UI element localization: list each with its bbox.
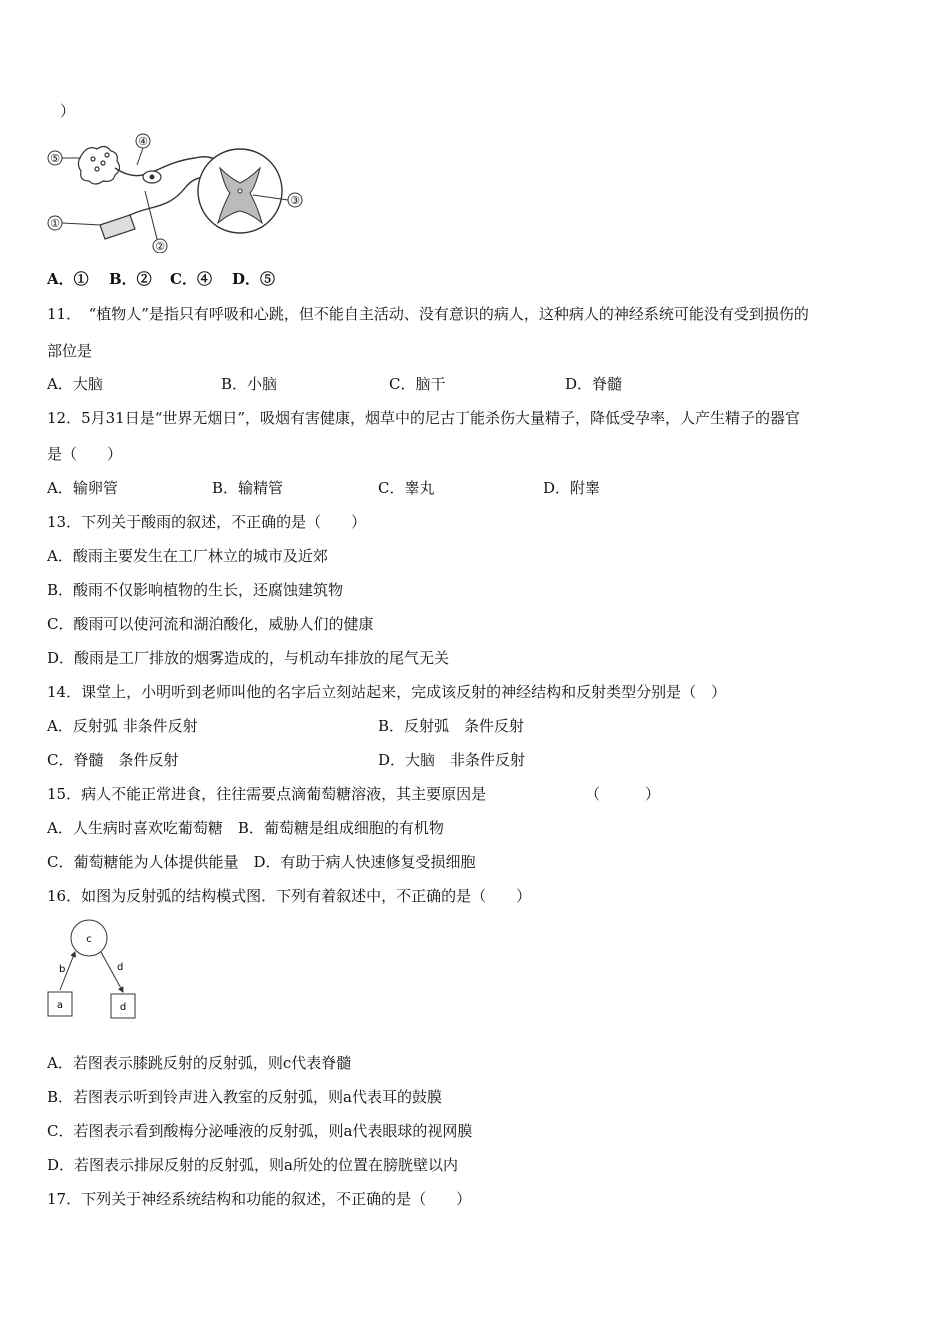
q14-stem: 14．课堂上，小明听到老师叫他的名字后立刻站起来，完成该反射的神经结构和反射类型分别是（ ） bbox=[47, 683, 727, 701]
q13-option-d[interactable]: D．酸雨是工厂排放的烟雾造成的，与机动车排放的尾气无关 bbox=[47, 649, 450, 667]
spinal-cord bbox=[198, 149, 282, 233]
svg-text:d: d bbox=[119, 1002, 127, 1013]
q12-option-b[interactable]: B．输精管 bbox=[212, 479, 284, 497]
q16-option-b[interactable]: B．若图表示听到铃声进入教室的反射弧，则a代表耳的鼓膜 bbox=[47, 1088, 442, 1106]
q13-option-c[interactable]: C．酸雨可以使河流和湖泊酸化，威胁人们的健康 bbox=[47, 615, 374, 633]
svg-text:①: ① bbox=[50, 217, 60, 230]
q11-option-a[interactable]: A．大脑 bbox=[47, 375, 103, 393]
q15-answer-paren: （ ） bbox=[585, 785, 661, 803]
svg-text:②: ② bbox=[155, 240, 165, 253]
q10-option-d[interactable]: D．⑤ bbox=[232, 270, 276, 288]
q11-option-d[interactable]: D．脊髓 bbox=[565, 375, 623, 393]
q15-options-row1[interactable]: A．人生病时喜欢吃葡萄糖 B．葡萄糖是组成细胞的有机物 bbox=[47, 819, 444, 837]
q16-option-c[interactable]: C．若图表示看到酸梅分泌唾液的反射弧，则a代表眼球的视网膜 bbox=[47, 1122, 473, 1140]
svg-text:c: c bbox=[86, 934, 92, 945]
q13-option-a[interactable]: A．酸雨主要发生在工厂林立的城市及近郊 bbox=[47, 547, 328, 565]
q14-option-a[interactable]: A．反射弧 非条件反射 bbox=[47, 717, 198, 735]
q11-option-b[interactable]: B．小脑 bbox=[221, 375, 278, 393]
q12-stem: 12．5月31日是“世界无烟日”，吸烟有害健康，烟草中的尼古丁能杀伤大量精子，降低受孕率，人产生精子的器官 bbox=[47, 409, 801, 427]
q10-option-c[interactable]: C．④ bbox=[170, 270, 212, 288]
q16-option-d[interactable]: D．若图表示排尿反射的反射弧，则a所处的位置在膀胱壁以内 bbox=[47, 1156, 458, 1174]
reflex-arc-schematic bbox=[43, 916, 143, 1021]
q10-option-a[interactable]: A．① bbox=[47, 270, 89, 288]
q13-option-b[interactable]: B．酸雨不仅影响植物的生长，还腐蚀建筑物 bbox=[47, 581, 344, 599]
q12-option-c[interactable]: C．睾丸 bbox=[378, 479, 435, 497]
q13-stem: 13．下列关于酸雨的叙述，不正确的是（ ） bbox=[47, 513, 367, 531]
q10-tail: ） bbox=[60, 102, 76, 120]
svg-text:⑤: ⑤ bbox=[50, 152, 60, 165]
q14-option-b[interactable]: B．反射弧 条件反射 bbox=[378, 717, 525, 735]
q11-stem: 11． “植物人”是指只有呼吸和心跳，但不能自主活动、没有意识的病人，这种病人的神经系统可能没有受到损伤的 bbox=[47, 305, 809, 323]
svg-text:a: a bbox=[56, 1000, 64, 1011]
q12-stem-cont: 是（ ） bbox=[47, 445, 123, 463]
reflex-arc-figure bbox=[45, 133, 305, 253]
q16-stem: 16．如图为反射弧的结构模式图．下列有着叙述中，不正确的是（ ） bbox=[47, 887, 532, 905]
q16-option-a[interactable]: A．若图表示膝跳反射的反射弧，则c代表脊髓 bbox=[47, 1054, 352, 1072]
receptor-skin bbox=[100, 215, 135, 239]
svg-text:③: ③ bbox=[290, 194, 300, 207]
svg-text:d: d bbox=[117, 962, 124, 973]
q14-option-d[interactable]: D．大脑 非条件反射 bbox=[378, 751, 526, 769]
q15-options-row2[interactable]: C．葡萄糖能为人体提供能量 D．有助于病人快速修复受损细胞 bbox=[47, 853, 476, 871]
q17-stem: 17．下列关于神经系统结构和功能的叙述，不正确的是（ ） bbox=[47, 1190, 472, 1208]
q10-option-b[interactable]: B．② bbox=[109, 270, 152, 288]
q15-stem: 15．病人不能正常进食，往往需要点滴葡萄糖溶液，其主要原因是 bbox=[47, 785, 487, 803]
svg-text:b: b bbox=[59, 964, 66, 975]
q11-option-c[interactable]: C．脑干 bbox=[389, 375, 446, 393]
q14-option-c[interactable]: C．脊髓 条件反射 bbox=[47, 751, 179, 769]
svg-text:④: ④ bbox=[138, 135, 148, 148]
q12-option-a[interactable]: A．输卵管 bbox=[47, 479, 118, 497]
q12-option-d[interactable]: D．附睾 bbox=[543, 479, 601, 497]
effector-cluster bbox=[78, 146, 119, 184]
q11-stem-cont: 部位是 bbox=[47, 342, 93, 360]
